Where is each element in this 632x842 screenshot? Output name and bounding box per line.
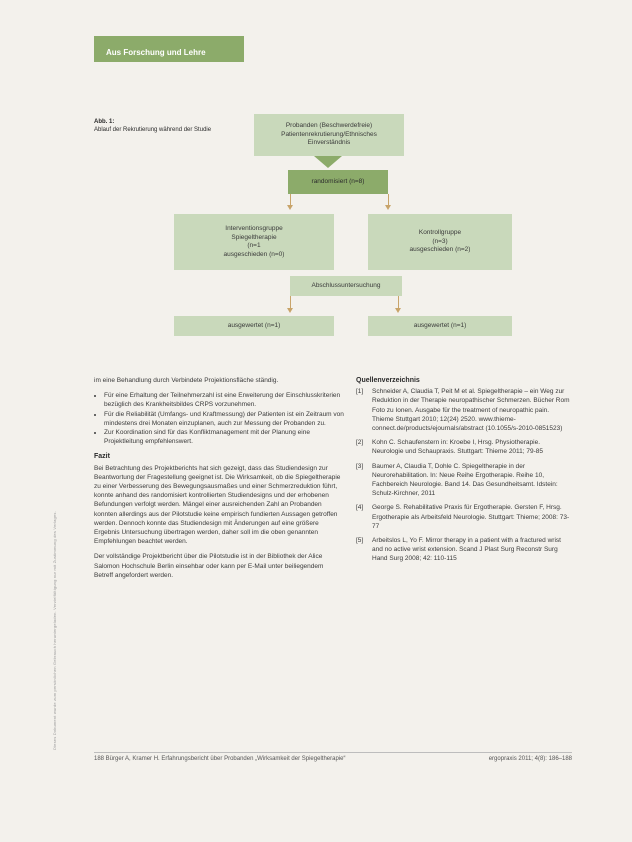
- figure-caption: [94, 118, 244, 134]
- figure-label: Abb. 1:: [94, 119, 115, 125]
- figure-caption-text: Ablauf der Rekrutierung während der Studie: [94, 127, 212, 133]
- recommendation-item: • Für die Reliabilität (Umfangs- und Kraftmessung) der Patienten ist ein Zeitraum von mindestens drei Monaten einzuplanen, auch zur Messung der Probanden zu.: [104, 410, 344, 428]
- reference-number: [4]: [356, 504, 364, 512]
- control-line-2: (n=3): [432, 237, 448, 245]
- left-column: [94, 376, 344, 586]
- reference-number: [5]: [356, 537, 364, 545]
- reference-text: Arbeitslos L, Yo F. Mirror therapy in a patient with a fractured wrist and no active wrist extension. Scand J Plast Surg Reconstr Surg Hand Surg 2008; 42: 110-115: [372, 537, 561, 563]
- intervention-line-2: Spiegeltherapie: [231, 233, 277, 241]
- fazit-heading: Fazit: [94, 453, 110, 461]
- section-banner: [94, 36, 244, 62]
- footer-journal: ergopraxis 2011; 4(8): 186–188: [488, 756, 572, 762]
- control-line-1: Kontrollgruppe: [418, 229, 462, 237]
- diagram-randomized-box: [288, 170, 388, 194]
- left-intro: im eine Behandlung durch Verbindete Projektionsfläche ständig.: [94, 377, 279, 384]
- reference-text: George S. Rehabilitative Praxis für Ergotherapie. Gersten F, Hrsg. Ergotherapie als Arbeitsfeld Neurologie. Stuttgart: Thieme; 2008: 73-77: [372, 504, 570, 530]
- right-column: [356, 376, 572, 569]
- page-footer: [94, 756, 572, 762]
- diagram-control-box: [368, 214, 512, 270]
- recommendation-item: • Zur Koordination sind für das Konfliktmanagement mit der Planung eine Projektleitung empfehlenswert.: [104, 428, 344, 446]
- reference-number: [2]: [356, 439, 364, 447]
- recommendation-list: [94, 391, 344, 446]
- intervention-line-3: (n=1: [247, 242, 261, 249]
- top-box-line-3: Einverständnis: [307, 139, 351, 147]
- reference-text: Baumer A, Claudia T, Dohle C. Spiegeltherapie in der Neurorehabilitation. In: Neue Reihe Ergotherapie. Reihe 10, Fachbereich Neurologie. Band 14. Das Gesundheitsamt. Idstein: Schulz-Kirchner, 2011: [372, 462, 558, 498]
- diagram-intervention-box: [174, 214, 334, 270]
- footer-divider: [94, 752, 572, 753]
- diagram-analysed-right-box: [368, 316, 512, 336]
- diagram-arrow-head-right: [385, 205, 391, 210]
- reference-number: [1]: [356, 388, 364, 396]
- reference-item: [356, 462, 572, 499]
- top-box-line-1: Probanden (Beschwerdefreie): [285, 122, 373, 130]
- closing-text: Der vollständige Projektbericht über die Pilotstudie ist in der Bibliothek der Alice Salomon Hochschule Berlin einsehbar oder kann per E-Mail unter beiliegendem Betreff angefordert werden.: [94, 553, 324, 579]
- reference-text: Kohn C. Schaufenstern in: Kroebe I, Hrsg. Physiotherapie. Neurologie und Schaupraxis. Stuttgart: Thieme 2011; 79-85: [372, 439, 544, 456]
- reference-item: [356, 387, 572, 433]
- intervention-line-1: Interventionsgruppe: [225, 225, 283, 232]
- diagram-followup-box: [290, 276, 402, 296]
- intervention-line-4: ausgeschieden (n=0): [223, 250, 285, 258]
- reference-item: [356, 536, 572, 564]
- recommendation-item: • Für eine Erhaltung der Teilnehmerzahl ist eine Erweiterung der Einschlusskriterien bezüglich des Krankheitsbildes CRPS vorzunehmen.: [104, 391, 344, 409]
- diagram-arrow-head-left: [287, 205, 293, 210]
- footer-citation: 188 Bürger A, Kramer H. Erfahrungsbericht über Probanden „Wirksamkeit der Spiegeltherapie“: [94, 756, 346, 762]
- reference-number: [3]: [356, 462, 364, 470]
- top-box-line-2: Patientenrekrutierung/Ethnisches: [281, 130, 377, 138]
- reference-text: Schneider A, Claudia T, Peit M et al. Spiegeltherapie – ein Weg zur Reduktion in der Therapie neuropathischer Schmerzen. Bücher Rom Foto zu Ionen. Ausgabe für the treatment of neuropathic pain. Thieme Stuttgart 2010; 12(24) 2520. www.thieme-connect.de/products/ejournals/abstract (10.1055/s-2010-0851523): [372, 388, 570, 433]
- fazit-text: Bei Betrachtung des Projektberichts hat sich gezeigt, dass das Studiendesign zur Beantwortung der Fragestellung geeignet ist. Die Wirksamkeit, ob die Spiegeltherapie zu einer Verbesserung des Bewegungsausmaßes und einer Schmerzreduktion führt, konnte anhand des randomisiert kontrollierten Studiendesigns und der erhobenen Befundungen verfolgt werden. Mängel einer ausreichenden Zahl an Probanden konnten allerdings aus der Pilotstudie keine empirisch fundierten Aussagen getroffen werden. Dennoch konnte das Studiendesign mit Änderungen auf eine größere Ergebnis Untersuchung übertragen werden, daher soll im die oben genannten Empfehlungen beachtet werden.: [94, 464, 341, 546]
- diagram-arrow-down: [314, 156, 342, 168]
- followup-label: Abschlussuntersuchung: [311, 281, 381, 289]
- analysed-right-label: ausgewertet (n=1): [413, 321, 467, 329]
- control-line-3: ausgeschieden (n=2): [409, 246, 471, 254]
- diagram-analysed-left-box: [174, 316, 334, 336]
- diagram-top-box: [254, 114, 404, 156]
- diagram-arrow-head-left-2: [287, 308, 293, 313]
- randomized-label: randomisiert (n=8): [311, 177, 365, 185]
- diagram-arrow-head-right-2: [395, 308, 401, 313]
- references-heading: Quellenverzeichnis: [356, 377, 420, 384]
- analysed-left-label: ausgewertet (n=1): [227, 321, 281, 329]
- sidebar-copyright-note: Dieses Dokument wurde zum persönlichen Gebrauch heruntergeladen. Vervielfältigung nur mit Zustimmung des Verlages.: [52, 511, 57, 750]
- reference-item: [356, 503, 572, 531]
- reference-item: [356, 438, 572, 456]
- section-banner-label: Aus Forschung und Lehre: [106, 48, 206, 57]
